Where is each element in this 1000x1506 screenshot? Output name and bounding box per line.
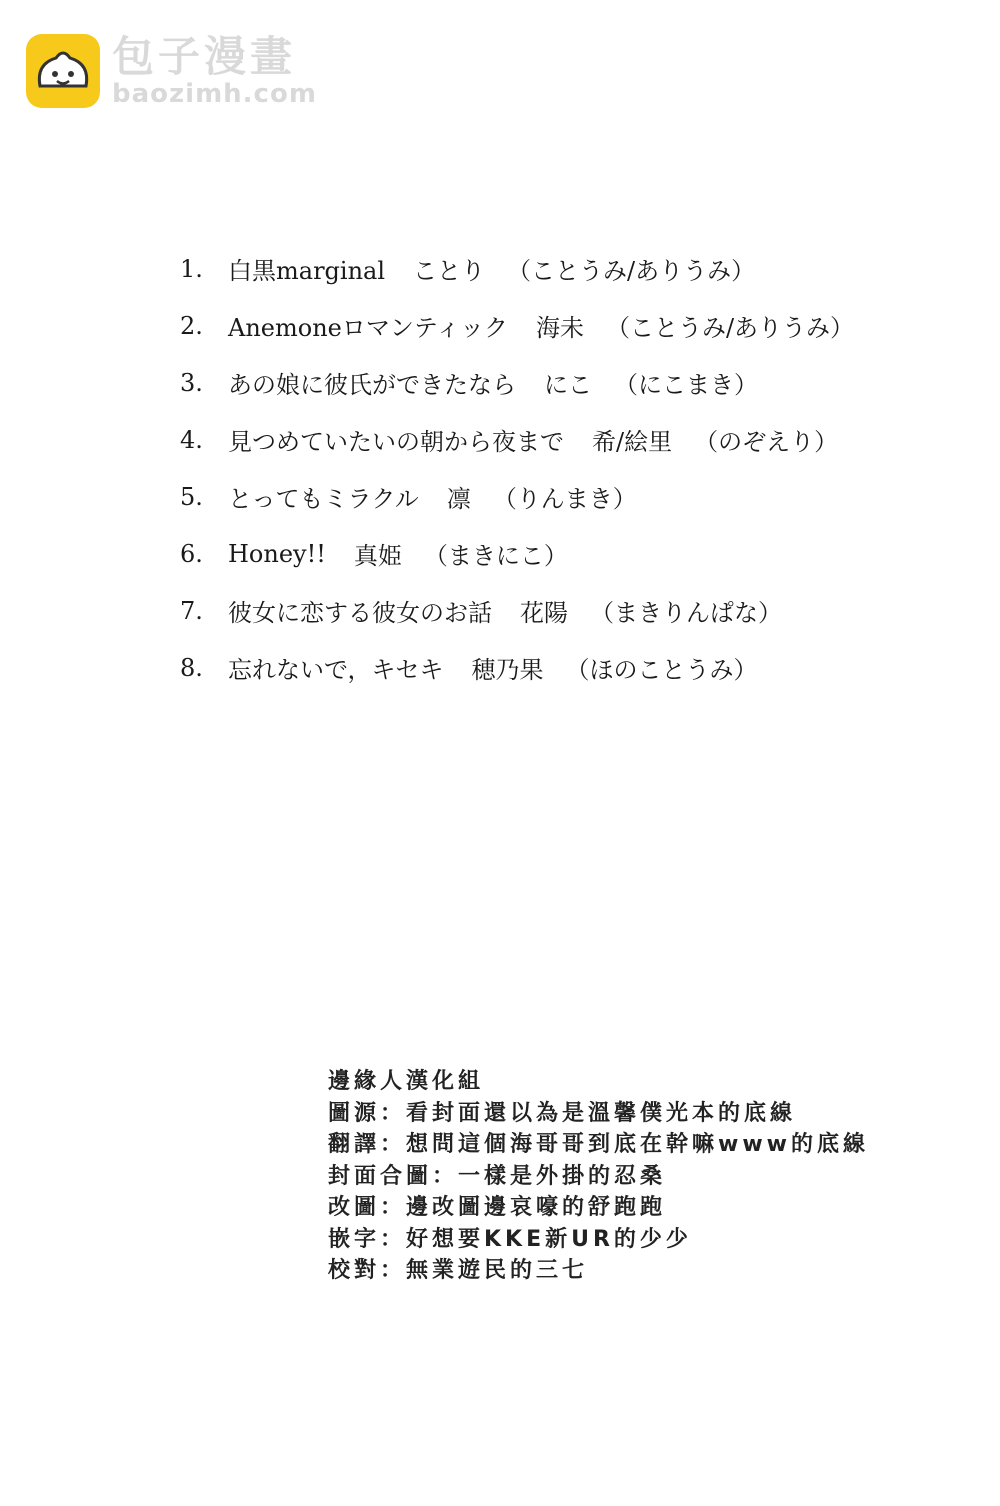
track-number: 1. bbox=[180, 254, 203, 283]
track-pairing: （りんまき） bbox=[492, 485, 637, 513]
track-number: 6. bbox=[180, 539, 203, 568]
credits-group-name: 邊緣人漢化組 bbox=[328, 1069, 485, 1094]
track-singer: 凛 bbox=[446, 485, 471, 513]
credit-line: 封面合圖：一樣是外掛的忍桑 bbox=[328, 1163, 667, 1189]
track-number: 5. bbox=[180, 482, 203, 511]
track-title: 忘れないで，キセキ bbox=[228, 656, 444, 684]
credit-line: 翻譯：想問這個海哥哥到底在幹嘛www的底線 bbox=[328, 1132, 869, 1157]
track-singer: 海未 bbox=[535, 314, 584, 342]
credit-line: 圖源：看封面還以為是溫馨僕光本的底線 bbox=[328, 1100, 797, 1126]
watermark-brand-name: 包子漫畫 bbox=[112, 32, 297, 81]
track-number: 2. bbox=[180, 311, 203, 340]
track-item bbox=[180, 354, 854, 411]
track-title: あの娘に彼氏ができたなら bbox=[228, 371, 516, 399]
credit-line: 校對：無業遊民的三七 bbox=[328, 1258, 589, 1283]
track-number: 3. bbox=[180, 368, 203, 397]
track-title: Anemoneロマンティック bbox=[228, 314, 508, 342]
track-singer: ことり bbox=[413, 257, 486, 285]
track-pairing: （のぞえり） bbox=[694, 428, 839, 456]
track-singer: にこ bbox=[544, 371, 592, 399]
track-item bbox=[180, 639, 854, 696]
track-item bbox=[180, 297, 854, 354]
credits-block bbox=[328, 1066, 869, 1287]
track-singer: 穂乃果 bbox=[471, 656, 544, 684]
track-pairing: （ほのことうみ） bbox=[565, 656, 758, 684]
track-pairing: （まきにこ） bbox=[423, 542, 568, 570]
watermark-url: baozimh.com bbox=[112, 79, 317, 109]
track-item bbox=[180, 411, 854, 468]
track-singer: 真姫 bbox=[353, 542, 402, 570]
track-pairing: （まきりんぱな） bbox=[590, 599, 782, 627]
track-title: とってもミラクル bbox=[228, 485, 419, 513]
track-singer: 花陽 bbox=[520, 599, 568, 627]
track-item bbox=[180, 582, 854, 639]
baozi-bun-icon bbox=[26, 34, 100, 108]
track-list bbox=[180, 240, 854, 696]
watermark-logo bbox=[26, 34, 317, 108]
track-title: 白黒marginal bbox=[228, 257, 386, 285]
credit-line: 改圖：邊改圖邊哀嚎的舒跑跑 bbox=[328, 1195, 667, 1220]
track-singer: 希/絵里 bbox=[592, 428, 673, 456]
track-pairing: （ことうみ/ありうみ） bbox=[507, 257, 756, 285]
track-item bbox=[180, 240, 854, 297]
credit-line: 嵌字：好想要KKE新UR的少少 bbox=[328, 1226, 692, 1252]
track-title: 彼女に恋する彼女のお話 bbox=[228, 599, 492, 627]
track-number: 7. bbox=[180, 596, 203, 625]
track-title: Honey!! bbox=[228, 539, 326, 568]
track-number: 4. bbox=[180, 425, 203, 454]
track-title: 見つめていたいの朝から夜まで bbox=[228, 428, 564, 456]
track-item bbox=[180, 525, 854, 582]
track-pairing: （にこまき） bbox=[614, 371, 758, 399]
track-pairing: （ことうみ/ありうみ） bbox=[605, 314, 855, 342]
track-item bbox=[180, 468, 854, 525]
track-number: 8. bbox=[180, 653, 203, 682]
